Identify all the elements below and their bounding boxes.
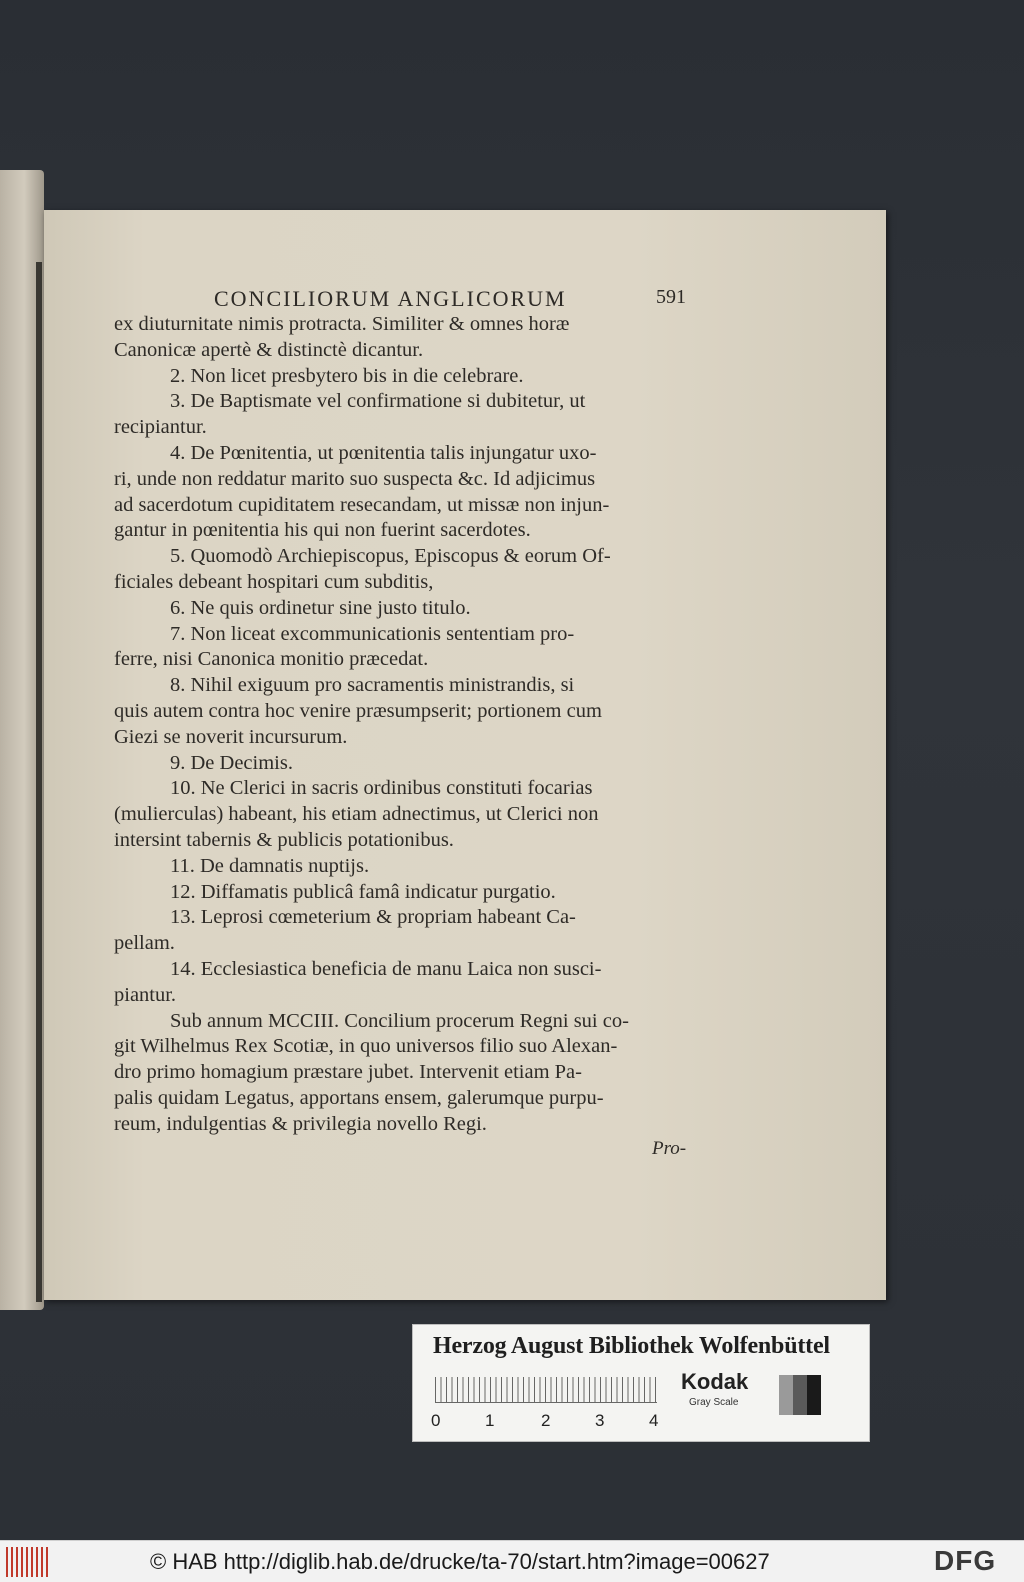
text-line: 13. Leprosi cœmeterium & propriam habeant Ca- bbox=[170, 906, 576, 929]
text-line: 7. Non liceat excommunicationis sententiam pro- bbox=[170, 622, 575, 645]
text-line: 2. Non licet presbytero bis in die celebrare. bbox=[170, 364, 524, 387]
text-line: 5. Quomodò Archiepiscopus, Episcopus & eorum Of- bbox=[170, 545, 611, 568]
dfg-logo: DFG bbox=[934, 1545, 997, 1576]
text-line: recipiantur. bbox=[114, 416, 207, 439]
text-line: 12. Diffamatis publicâ famâ indicatur purgatio. bbox=[170, 880, 556, 903]
text-line: 6. Ne quis ordinetur sine justo titulo. bbox=[170, 596, 471, 619]
page-number: 591 bbox=[656, 286, 686, 308]
kodak-logo: Kodak bbox=[681, 1369, 749, 1394]
text-line: reum, indulgentias & privilegia novello Regi. bbox=[114, 1112, 487, 1135]
text-line: dro primo homagium præstare jubet. Intervenit etiam Pa- bbox=[114, 1061, 582, 1084]
text-line: ad sacerdotum cupiditatem resecandam, ut missæ non injun- bbox=[114, 493, 610, 516]
gray-swatch bbox=[765, 1375, 779, 1415]
text-line: git Wilhelmus Rex Scotiæ, in quo universos filio suo Alexan- bbox=[114, 1035, 618, 1058]
ruler-number: 1 bbox=[485, 1411, 495, 1430]
binding-shadow bbox=[36, 262, 42, 1302]
text-line: 10. Ne Clerici in sacris ordinibus constituti focarias bbox=[170, 777, 593, 800]
text-line: piantur. bbox=[114, 983, 177, 1006]
text-line: Canonicæ apertè & distinctè dicantur. bbox=[114, 338, 424, 361]
page-text bbox=[114, 312, 702, 1138]
footer-bar bbox=[0, 1540, 1024, 1582]
text-line: intersint tabernis & publicis potationibus. bbox=[114, 828, 454, 851]
text-line: ri, unde non reddatur marito suo suspecta &c. Id adjicimus bbox=[114, 467, 596, 490]
text-line: quis autem contra hoc venire præsumpserit; portionem cum bbox=[114, 699, 602, 722]
gray-scale-swatches bbox=[765, 1375, 821, 1415]
gray-swatch bbox=[779, 1375, 793, 1415]
text-line: ferre, nisi Canonica monitio præcedat. bbox=[114, 648, 429, 671]
text-line: palis quidam Legatus, apportans ensem, galerumque purpu- bbox=[114, 1086, 604, 1109]
text-line: gantur in pœnitentia his qui non fuerint sacerdotes. bbox=[114, 519, 531, 542]
library-label bbox=[412, 1324, 870, 1442]
text-line: 4. De Pœnitentia, ut pœnitentia talis injungatur uxo- bbox=[170, 441, 597, 464]
text-line: pellam. bbox=[114, 932, 175, 955]
text-line: ficiales debeant hospitari cum subditis, bbox=[114, 570, 434, 593]
library-title: Herzog August Bibliothek Wolfenbüttel bbox=[433, 1333, 830, 1359]
copyright-link[interactable]: © HAB http://diglib.hab.de/drucke/ta-70/start.htm?image=00627 bbox=[150, 1549, 770, 1574]
ruler-number: 4 bbox=[649, 1411, 659, 1430]
ruler-number: 2 bbox=[541, 1411, 551, 1430]
book-page bbox=[44, 210, 886, 1300]
scale-ruler bbox=[435, 1377, 657, 1403]
ruler-number: 3 bbox=[595, 1411, 605, 1430]
text-line: Giezi se noverit incursurum. bbox=[114, 725, 348, 748]
text-line: 8. Nihil exiguum pro sacramentis ministrandis, si bbox=[170, 674, 575, 697]
gray-swatch bbox=[807, 1375, 821, 1415]
running-header: CONCILIORUM ANGLICORUM bbox=[214, 286, 567, 311]
text-line: Sub annum MCCIII. Concilium procerum Regni sui co- bbox=[170, 1009, 629, 1032]
text-line: 9. De Decimis. bbox=[170, 751, 293, 774]
barcode-icon bbox=[6, 1547, 48, 1577]
text-line: (mulierculas) habeant, his etiam adnectimus, ut Clerici non bbox=[114, 803, 599, 826]
gray-swatch bbox=[793, 1375, 807, 1415]
catchword: Pro- bbox=[652, 1138, 687, 1159]
text-line: 14. Ecclesiastica beneficia de manu Laica non susci- bbox=[170, 957, 602, 980]
text-line: 3. De Baptismate vel confirmatione si dubitetur, ut bbox=[170, 390, 586, 413]
text-line: 11. De damnatis nuptijs. bbox=[170, 854, 370, 877]
kodak-subtitle: Gray Scale bbox=[689, 1397, 739, 1408]
text-line: ex diuturnitate nimis protracta. Similiter & omnes horæ bbox=[114, 313, 570, 335]
ruler-number: 0 bbox=[431, 1411, 441, 1430]
